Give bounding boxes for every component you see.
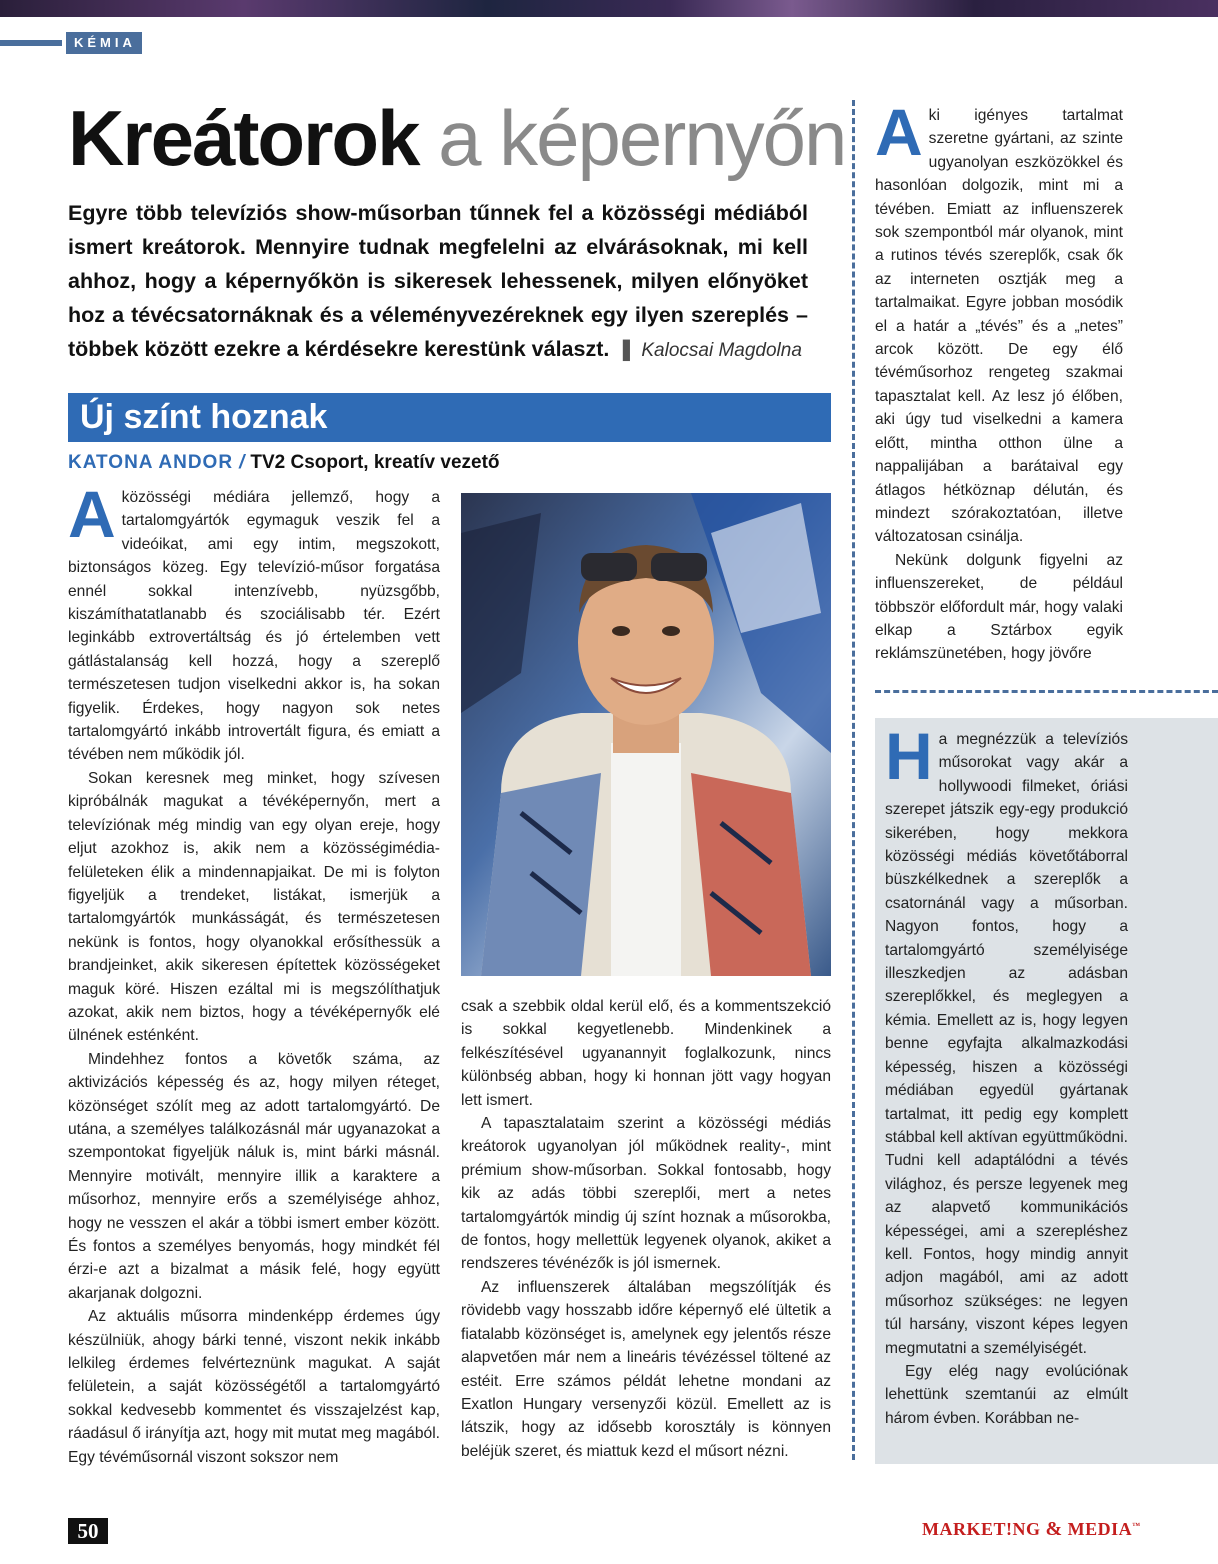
article-column-1 — [68, 477, 440, 1469]
paragraph: Az aktuális műsorra mindenképp érdemes úgy készülniük, ahogy bárki tenné, viszont nekik inkább lelkileg érdemes felvérteznünk magukat. A saját felületein, a saját közösségétől a tartalomgyártó sokkal kedvesebb kommentet és visszajelzést kap, ráadásul ő irányítja azt, hogy mit mutat meg magából. Egy tévéműsornál viszont sokszor nem — [68, 1308, 440, 1466]
paragraph — [875, 95, 1123, 549]
right-column — [875, 95, 1123, 666]
paragraph: Mindehhez fontos a követők száma, az aktivizációs képesség és az, hogy milyen réteget, közönséget szólít meg az adott tartalomgyártó. De utána, a személyes találkozásnál már ugyanazokat a szempontokat figyeljük náluk is, mint bárki másnál. Mennyire motivált, mennyire illik a karaktere a műsorhoz, mennyire erős a személyisége ahhoz, hogy ne vesszen el akár a többi ismert ember között. És fontos a személyes benyomás, hogy mindkét fél érzi-e azt a bizalmat a másik felé, hogy együtt akarjanak dolgozni. — [68, 1050, 440, 1302]
paragraph — [68, 477, 440, 767]
paragraph-text: közösségi médiára jellemző, hogy a tartalomgyártók egymaguk veszik fel a videóikat, ami egy intim, megszokott, biztonságos közeg. Egy televízió-műsor forgatása ennél sokkal intenzívebb, nyüzsgőbb, kiszámíthatatlanabb és szociálisabb tér. Ezért leginkább extrovertáltság és jó értelemben vett gátlástalanság kell hozzá, hogy a szereplő természetesen tudjon viselkedni akkor is, ha sokan figyelik. Érdekes, hogy nagyon sok netes tartalomgyártó inkább introvertált figura, és emiatt a tévében nem működik jól. — [68, 489, 440, 764]
portrait-photo — [461, 493, 831, 976]
paragraph: csak a szebbik oldal kerül elő, és a kommentszekció is sokkal kegyetlenebb. Mindenkinek a felkészítésével ugyanannyit foglalkozunk, nincs különbség abban, hogy ki honnan jött vagy hogyan lett ismert. — [461, 998, 831, 1109]
title-light: a képernyőn — [438, 94, 846, 182]
lead-text: Egyre több televíziós show-műsorban tűnnek fel a közösségi médiából ismert kreátorok. Mennyire tudnak megfelelni az elvárásoknak, mi kell ahhoz, hogy a képernyőkön is sikeresek lehessenek, milyen előnyöket hoz a tévécsatornáknak és a véleményvezéreknek egy ilyen szereplés – többek között ezekre a kérdésekre kerestünk választ. — [68, 201, 808, 361]
brand-amp: & — [1045, 1518, 1063, 1540]
paragraph: Nekünk dolgunk figyelni az influenszereket, de például többször előfordult már, hogy valaki elkap a Sztárbox egyik reklámszünetében, hogy jövőre — [875, 551, 1123, 663]
paragraph-text: ki igényes tartalmat szeretne gyártani, az szinte ugyanolyan eszközökkel és hasonlóan dolgozik, mint mi a tévében. Emiatt az influenszerek sok szempontból már olyanok, mint a rutinos tévés szereplők, csak ők az interneten osztják meg a tartalmaikat. Egyre jobban mosódik el a határ a „tévés” és a „netes” arcok között. De egy élő tévéműsorhoz rengeteg szakmai tapasztalat kell. Az lesz jó élőben, aki úgy tud viselkedni a kamera előtt, mintha otthon ülne a nappalijában a barátaival egy átlagos hétköznap délután, és mindezt szórakoztatóan, illetve változatosan csinálja. — [875, 107, 1123, 546]
person-role: TV2 Csoport, kreatív vezető — [250, 452, 500, 473]
brand-bang: ! — [1006, 1519, 1013, 1539]
paragraph: Sokan keresnek meg minket, hogy szívesen kipróbálnák magukat a tévéképernyőn, mert a televíziónak még mindig van egy olyan ereje, hogy eljut azokhoz is, akik nem a közösségimédia-felületeken élik a mindennapjaikat. De mi is folyton figyeljük a trendeket, listákat, ismerjük a tartalomgyártók munkásságát, és természetesen nekünk is fontos, hogy olyanokkal erősíthessük a brandjeinket, akik sikeresen építettek közösségeket maguk köré. Hiszen ezáltal mi is megszólíthatjuk azokat, akik nem biztos, hogy a tévéképernyők elé ülnének esténként. — [68, 769, 440, 1045]
title-bold: Kreátorok — [68, 94, 419, 182]
section-tag: KÉMIA — [66, 32, 142, 54]
article-title — [68, 88, 845, 188]
person-credit — [68, 452, 500, 474]
brand-logo — [922, 1518, 1141, 1541]
author-name: Kalocsai Magdolna — [641, 340, 802, 361]
top-photo-strip — [0, 0, 1218, 17]
dropcap: A — [875, 95, 923, 169]
portrait-illustration — [461, 493, 831, 976]
brand-tm: ™ — [1132, 1521, 1141, 1530]
section-label — [0, 32, 142, 54]
lead-separator: ❚ — [617, 337, 636, 361]
paragraph — [885, 719, 1128, 1360]
vertical-dashed-divider — [852, 100, 855, 1460]
article-column-2 — [461, 995, 831, 1463]
page-number: 50 — [68, 1518, 108, 1544]
sidebar-box — [875, 718, 1218, 1464]
horizontal-dashed-divider — [875, 690, 1218, 693]
dropcap: A — [68, 477, 116, 551]
subheading-banner: Új színt hoznak — [68, 393, 831, 442]
dropcap: H — [885, 719, 933, 793]
brand-part: MEDIA — [1067, 1519, 1133, 1539]
sidebar-text — [885, 719, 1128, 1430]
section-rule — [0, 40, 62, 46]
person-name: KATONA ANDOR — [68, 452, 234, 473]
paragraph: Egy elég nagy evolúciónak lehettünk szemtanúi az elmúlt három évben. Korábban ne- — [885, 1362, 1128, 1427]
paragraph: Az influenszerek általában megszólítják és rövidebb vagy hosszabb időre képernyő elé ültetik a fiatalabb közönséget is, amelynek egy jelentős része alapvetően már nem a lineáris tévézéssel töltené az estéit. Erre számos példát lehetne mondani az Exatlon Hungary versenyzői közül. Emellett az is látszik, hogy az idősebb korosztály is könnyen beléjük szeret, és miattuk kezd el műsort nézni. — [461, 1278, 831, 1460]
brand-part: NG — [1012, 1519, 1041, 1539]
article-lead — [68, 196, 808, 368]
person-slash: / — [239, 452, 245, 473]
paragraph: A tapasztalataim szerint a közösségi médiás kreátorok ugyanolyan jól működnek reality-, mint prémium show-műsorban. Sokkal fontosabb, hogy kik az adás többi szereplői, mert a netes tartalomgyártók mindig új színt hoznak a műsorokba, de fontos, hogy mellettük legyenek olyanok, akiket a rendszeres tévénézők is jól ismernek. — [461, 1115, 831, 1273]
paragraph-text: a megnézzük a televíziós műsorokat vagy akár a hollywoodi filmeket, óriási szerepet játszik egy-egy produkció sikerében, hogy mekkora közösségi médiás követőtáborral büszkélkednek a szereplők a csatornánál vagy a műsorban. Nagyon fontos, hogy a tartalomgyártó személyisége illeszkedjen az adásban szereplőkkel, és meglegyen a kémia. Emellett az is, hogy legyen benne egyfajta alkalmazkodási képesség, hiszen a közösségi médiában egyedül gyártanak tartalmat, itt pedig egy komplett stábbal kell aktívan együttműködni. Tudni kell adaptálódni a tévés világhoz, és persze legyenek meg az alapvető kommunikációs képességei, ami a szerepléshez kell. Fontos, hogy mindig annyit adjon magából, ami az adott műsorhoz szükséges: ne legyen túl harsány, viszont képes legyen megmutatni a személyiségét. — [885, 731, 1128, 1357]
brand-part: MARKET — [922, 1519, 1006, 1539]
